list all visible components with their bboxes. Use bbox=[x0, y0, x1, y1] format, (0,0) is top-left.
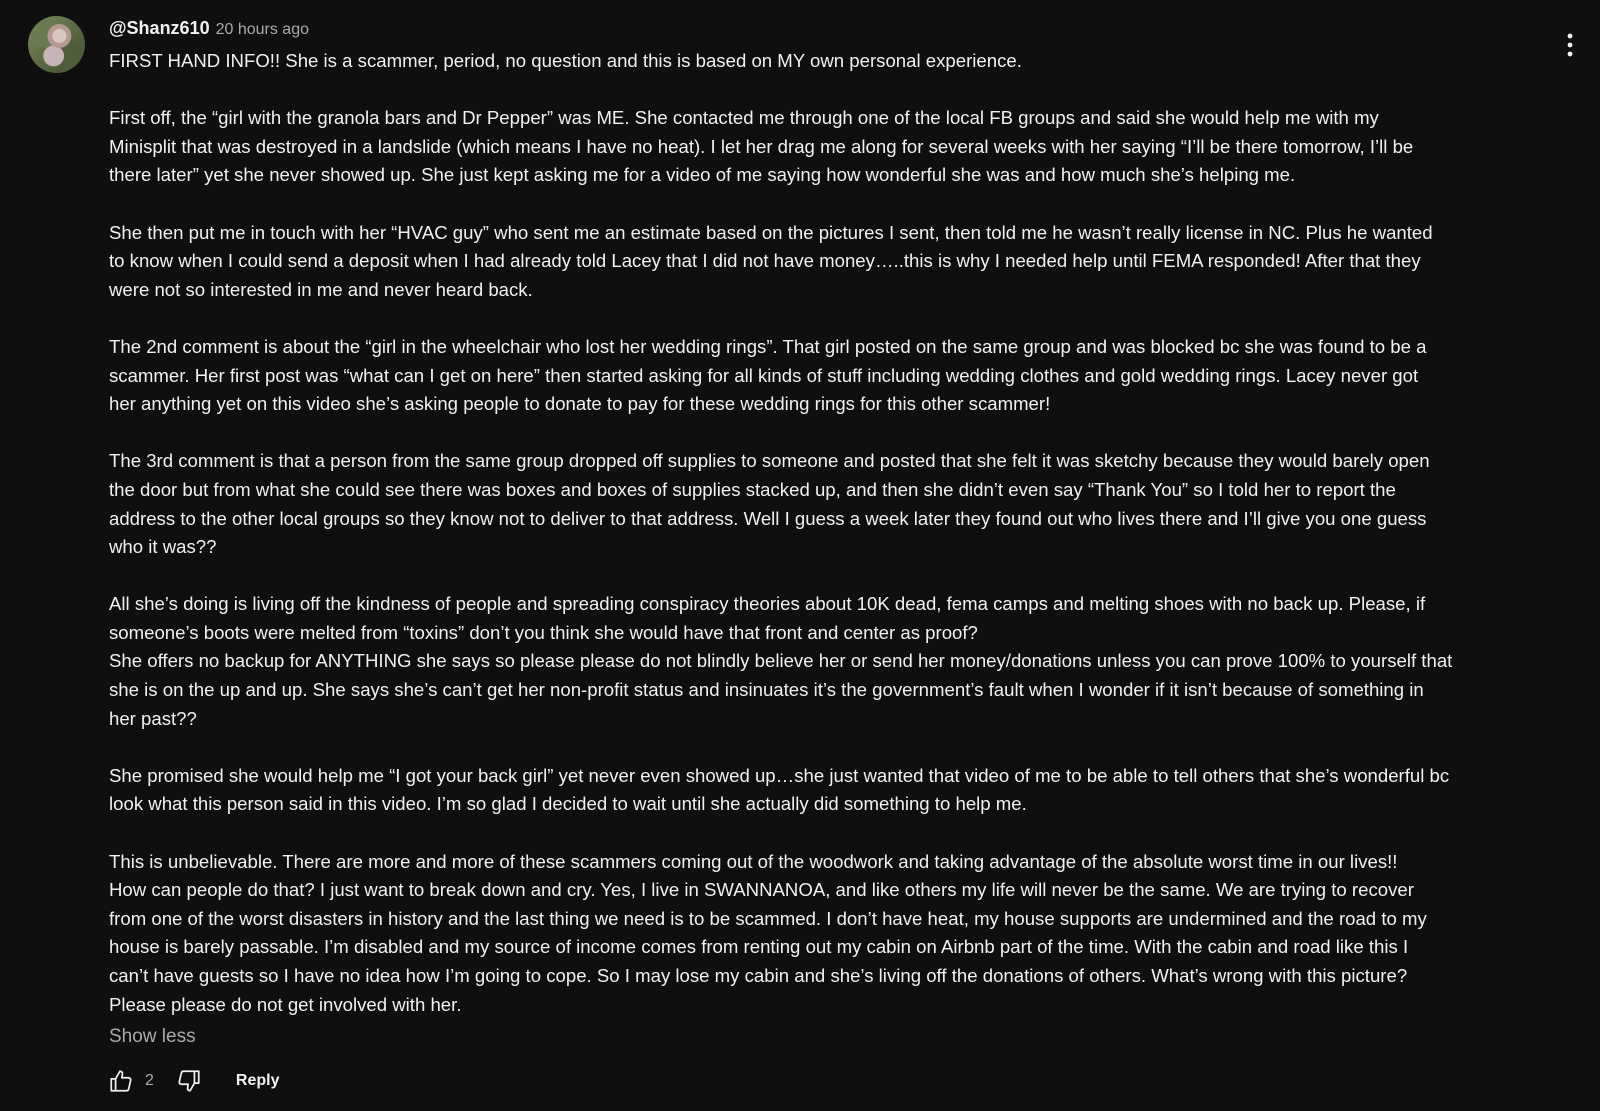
author-name[interactable]: @Shanz610 bbox=[109, 18, 210, 38]
comment-text-line: FIRST HAND INFO!! She is a scammer, period, no question and this is based on MY own personal experience. bbox=[109, 50, 1022, 71]
timestamp[interactable]: 20 hours ago bbox=[215, 21, 309, 38]
paragraph-gap bbox=[109, 190, 1549, 219]
dislike-button[interactable] bbox=[174, 1066, 204, 1096]
comment-text-line: to know when I could send a deposit when I had already told Lacey that I did not have money…..this is why I needed help until FEMA responded! After that they bbox=[109, 250, 1421, 272]
comment-text-line: The 3rd comment is that a person from the same group dropped off supplies to someone and posted that she felt it was sketchy because they would barely open bbox=[109, 450, 1430, 472]
comment-text-line: who it was?? bbox=[109, 536, 217, 558]
comment-text-line: All she’s doing is living off the kindness of people and spreading conspiracy theories about 10K dead, fema camps and melting shoes with no back up. Please, if bbox=[109, 593, 1426, 615]
comment-text-line: Minisplit that was destroyed in a landslide (which means I have no heat). I let her drag me along for several weeks with her saying “I’ll be there tomorrow, I’ll be bbox=[109, 135, 1414, 157]
comment-text-line: look what this person said in this video. I’m so glad I decided to wait until she actually did something to help me. bbox=[109, 793, 1027, 815]
paragraph-gap bbox=[109, 562, 1549, 591]
comment-text-line: address to the other local groups so they know not to deliver to that address. Well I guess a week later they found out who lives there and I’ll give you one guess bbox=[109, 507, 1427, 529]
comment-text-line: house is barely passable. I’m disabled and my source of income comes from renting out my cabin on Airbnb part of the time. With the cabin and road like this I bbox=[109, 936, 1409, 958]
paragraph-gap bbox=[109, 304, 1549, 333]
comment-text-line: The 2nd comment is about the “girl in the wheelchair who lost her wedding rings”. That girl posted on the same group and was blocked bc she was found to be a bbox=[109, 335, 1427, 357]
comment-text-line: She then put me in touch with her “HVAC guy” who sent me an estimate based on the pictures I sent, then told me he wasn’t really license in NC. Plus he wanted bbox=[109, 221, 1433, 243]
comment-text-line: Please please do not get involved with her. bbox=[109, 993, 462, 1015]
more-vert-icon[interactable] bbox=[1561, 30, 1579, 60]
comment-text-line: First off, the “girl with the granola bars and Dr Pepper” was ME. She contacted me through one of the local FB groups and said she would help me with my bbox=[109, 107, 1379, 129]
comment-text-line: She offers no backup for ANYTHING she says so please please do not blindly believe her or send her money/donations unless you can prove 100% to yourself that bbox=[109, 650, 1453, 672]
comment-text-line: can’t have guests so I have no idea how I’m going to cope. So I may lose my cabin and she’s living off the donations of others. What’s wrong with this picture? bbox=[109, 965, 1408, 986]
comment-text-line: This is unbelievable. There are more and more of these scammers coming out of the woodwork and taking advantage of the absolute worst time in our lives!! bbox=[109, 850, 1398, 872]
comment-text-line: were not so interested in me and never heard back. bbox=[109, 278, 533, 300]
comment-text-line: her past?? bbox=[109, 707, 197, 729]
comment-header bbox=[109, 18, 309, 42]
avatar[interactable] bbox=[28, 16, 85, 73]
comment-text-line: her anything yet on this video she’s asking people to donate to pay for these wedding rings for this other scammer! bbox=[109, 393, 1051, 415]
comment-body bbox=[109, 47, 1549, 1019]
paragraph-gap bbox=[109, 76, 1549, 105]
comment-text-line: How can people do that? I just want to break down and cry. Yes, I live in SWANNANOA, and like others my life will never be the same. We are trying to recover bbox=[109, 879, 1414, 901]
show-less-button[interactable]: Show less bbox=[109, 1026, 196, 1047]
like-count: 2 bbox=[145, 1072, 154, 1089]
thumbs-up-icon bbox=[108, 1068, 134, 1094]
reply-button[interactable]: Reply bbox=[235, 1072, 280, 1089]
comment-text-line: she is on the up and up. She says she’s can’t get her non-profit status and insinuates it’s the government’s fault when I wonder if it isn’t because of something in bbox=[109, 679, 1424, 701]
comment-text-line: She promised she would help me “I got your back girl” yet never even showed up…she just wanted that video of me to be able to tell others that she’s wonderful bc bbox=[109, 764, 1450, 786]
comment-actions bbox=[106, 1064, 279, 1098]
thumbs-down-icon bbox=[176, 1068, 202, 1094]
like-button[interactable] bbox=[106, 1066, 136, 1096]
paragraph-gap bbox=[109, 419, 1549, 448]
comment-text-line: the door but from what she could see there was boxes and boxes of supplies stacked up, and then she didn’t even say “Thank You” so I told her to report the bbox=[109, 478, 1396, 500]
comment-text-line: there later” yet she never showed up. She just kept asking me for a video of me saying how wonderful she was and how much she’s helping me. bbox=[109, 164, 1296, 186]
paragraph-gap bbox=[109, 819, 1549, 848]
comment-text-line: from one of the worst disasters in history and the last thing we need is to be scammed. I don’t have heat, my house supports are undermined and the road to my bbox=[109, 907, 1427, 929]
comment-text-line: scammer. Her first post was “what can I get on here” then started asking for all kinds of stuff including wedding clothes and gold wedding rings. Lacey never got bbox=[109, 364, 1419, 386]
paragraph-gap bbox=[109, 733, 1549, 762]
comment-text-line: someone’s boots were melted from “toxins” don’t you think she would have that front and center as proof? bbox=[109, 621, 978, 643]
